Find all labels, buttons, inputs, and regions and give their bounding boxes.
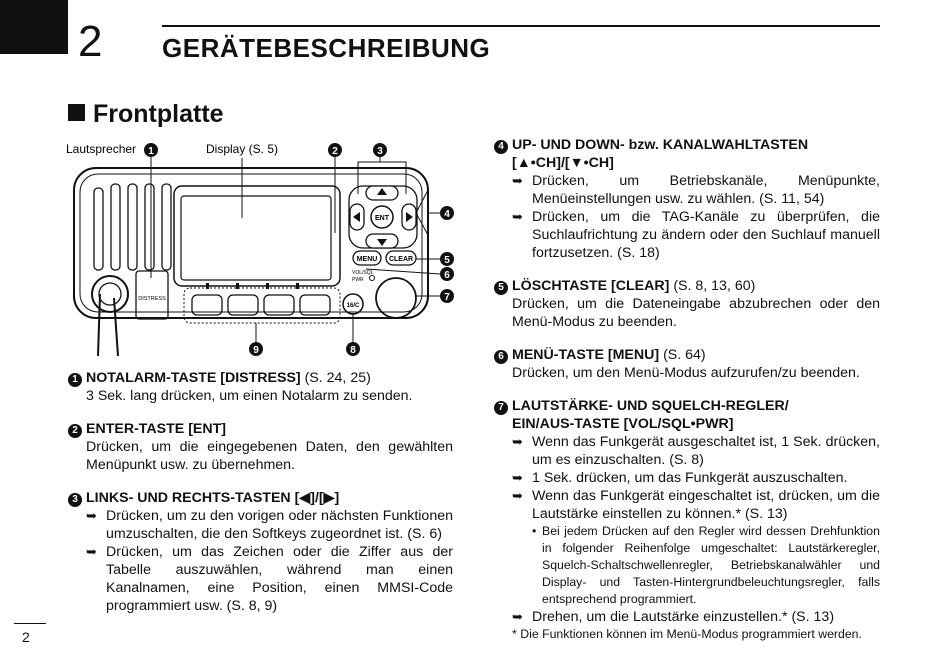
label-pwr: PWR	[352, 277, 364, 283]
chapter-tab-line	[0, 50, 68, 54]
bullet-text: ➥ Drücken, um die TAG-Kanäle zu überprüfen, die Suchlaufrichtung zu ändern oder den Suchlauf manuell fortzusetzen. (S. 18)	[512, 208, 880, 262]
item-up-down	[494, 136, 880, 262]
cross-keypad	[349, 186, 417, 248]
item-heading: LINKS- UND RECHTS-TASTEN [◀]/[▶]	[86, 490, 340, 506]
bullet-text: ➥ Drücken, um das Zeichen oder die Ziffer aus der Tabelle auszuwählen, während man einen Kanalnamen, eine Position, einen MMSI-Code programmiert usw. (S. 8, 9)	[86, 543, 453, 615]
number-badge: 2	[68, 424, 82, 438]
item-enter	[68, 420, 453, 474]
item-heading: LÖSCHTASTE [CLEAR]	[512, 278, 670, 294]
clear-button[interactable]	[386, 251, 416, 265]
svg-text:7: 7	[444, 292, 450, 303]
label-volsql: VOL/SQL	[352, 270, 374, 276]
display-screen	[181, 196, 331, 280]
item-body: Drücken, um die eingegebenen Daten, den gewählten Menüpunkt usw. zu übernehmen.	[86, 439, 453, 473]
chapter-title: GERÄTEBESCHREIBUNG	[162, 33, 491, 63]
chapter-number: 2	[78, 17, 103, 66]
item-distress	[68, 369, 453, 405]
label-display: Display (S. 5)	[206, 142, 279, 156]
speaker-grill	[94, 184, 171, 270]
svg-text:6: 6	[444, 270, 450, 281]
callout-9	[249, 342, 263, 356]
menu-button[interactable]	[353, 251, 381, 265]
callout-1	[144, 143, 158, 157]
item-heading: LAUTSTÄRKE- UND SQUELCH-REGLER/	[512, 398, 789, 414]
callout-8	[346, 342, 360, 356]
number-badge: 6	[494, 350, 508, 364]
svg-text:DISTRESS: DISTRESS	[138, 296, 166, 302]
callout-6	[440, 267, 454, 281]
callout-4	[440, 206, 454, 220]
chapter-rule	[162, 25, 880, 27]
number-badge: 3	[68, 493, 82, 507]
svg-text:2: 2	[332, 146, 338, 157]
page-number-rule	[14, 623, 46, 624]
item-heading: ENTER-TASTE [ENT]	[86, 421, 227, 437]
item-menu	[494, 346, 880, 382]
item-heading: MENÜ-TASTE [MENU]	[512, 347, 660, 363]
item-reference: (S. 24, 25)	[300, 370, 371, 386]
number-badge: 5	[494, 281, 508, 295]
section-title-text: Frontplatte	[93, 100, 224, 128]
bullet-text: ➥ Wenn das Funkgerät eingeschaltet ist, drücken, um die Lautstärke einstellen zu können.* (S. 13)	[512, 487, 880, 523]
svg-text:16/C: 16/C	[346, 303, 360, 309]
svg-text:3: 3	[377, 146, 383, 157]
svg-text:ENT: ENT	[375, 215, 389, 222]
footnote: * Die Funktionen können im Menü-Modus programmiert werden.	[512, 627, 862, 641]
section-title	[68, 100, 224, 129]
bullet-text: ➥ 1 Sek. drücken, um das Funkgerät auszuschalten.	[512, 469, 880, 487]
svg-text:8: 8	[350, 345, 356, 356]
item-body: 3 Sek. lang drücken, um einen Notalarm zu senden.	[86, 388, 413, 404]
bullet-text: ➥ Drücken, um Betriebskanäle, Menüpunkte, Menüeinstellungen usw. zu wählen. (S. 11, 54)	[512, 172, 880, 208]
item-heading: NOTALARM-TASTE [DISTRESS]	[86, 370, 301, 386]
display-frame	[174, 186, 340, 286]
svg-text:CLEAR: CLEAR	[388, 256, 414, 263]
item-heading-line2: [▲•CH]/[▼•CH]	[512, 155, 614, 171]
number-badge: 4	[494, 140, 508, 154]
item-left-right	[68, 489, 453, 615]
left-column	[68, 369, 453, 630]
number-badge: 1	[68, 373, 82, 387]
item-body: Drücken, um den Menü-Modus aufzurufen/zu beenden.	[512, 365, 860, 381]
svg-text:4: 4	[444, 209, 450, 220]
square-bullet-icon	[68, 104, 85, 121]
item-body: Drücken, um die Dateneingabe abzubrechen oder den Menü-Modus zu beenden.	[512, 296, 880, 330]
item-clear	[494, 277, 880, 331]
callout-5	[440, 252, 454, 266]
callout-3	[373, 143, 387, 157]
svg-text:9: 9	[253, 345, 259, 356]
enter-button[interactable]	[371, 206, 393, 228]
page-number: 2	[22, 629, 30, 645]
item-heading: UP- UND DOWN- bzw. KANALWAHLTASTEN	[512, 137, 809, 153]
svg-text:1: 1	[148, 146, 154, 157]
callout-2	[328, 143, 342, 157]
item-heading-line2: EIN/AUS-TASTE [VOL/SQL•PWR]	[512, 416, 734, 432]
channel-16-button[interactable]	[343, 294, 363, 314]
right-column	[494, 136, 880, 658]
microphone-plug	[92, 276, 128, 356]
item-reference: (S. 8, 13, 60)	[669, 278, 756, 294]
svg-text:5: 5	[444, 255, 450, 266]
item-volume	[494, 397, 880, 643]
bullet-text: ➥ Wenn das Funkgerät ausgeschaltet ist, 1 Sek. drücken, um es einzuschalten. (S. 8)	[512, 433, 880, 469]
item-reference: (S. 64)	[659, 347, 706, 363]
callout-7	[440, 289, 454, 303]
number-badge: 7	[494, 401, 508, 415]
bullet-text: ➥ Drücken, um zu den vorigen oder nächsten Funktionen umzuschalten, die den Softkeys zugeordnet ist. (S. 6)	[86, 507, 453, 543]
bullet-text: ➥ Drehen, um die Lautstärke einzustellen.* (S. 13)	[512, 608, 880, 626]
label-speaker: Lautsprecher	[66, 142, 137, 156]
chapter-tab	[0, 0, 68, 50]
sub-bullet-text: • Bei jedem Drücken auf den Regler wird dessen Drehfunktion in folgender Reihenfolge umgeschaltet: Lautstärkeregler, Squelch-Schaltschwellenregler, Betriebskanalwähler und Display- und Tasten-Hintergrundbeleuchtungsregler, falls entsprechend programmiert.	[532, 523, 880, 608]
svg-text:MENU: MENU	[356, 256, 378, 263]
front-panel-diagram	[66, 138, 460, 360]
